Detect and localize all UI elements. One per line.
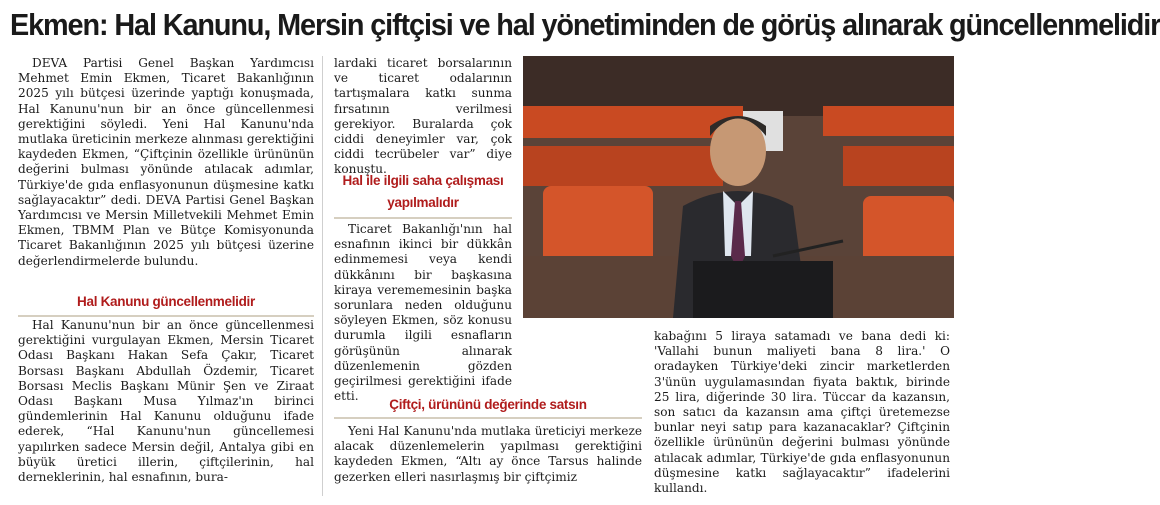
column-2-bottom xyxy=(334,424,642,485)
column-1 xyxy=(18,56,314,269)
body-paragraph-3: Yeni Hal Kanunu'nda mutlaka üreticiyi merkeze alacak düzenlemelerin yapılması gerektiğini kaydeden Ekmen, “Altı ay önce Tarsus halinde gezerken elleri nasırlaşmış bir çiftçimiz xyxy=(334,424,642,484)
body-paragraph: Hal Kanunu'nun bir an önce güncellenmesi gerektiğini vurgulayan Ekmen, Mersin Ticaret Odası Başkanı Hakan Sefa Çakır, Ticaret Borsası Başkanı Abdullah Özdemir, Ticaret Borsası Meclis Başkanı Münir Şen ve Ziraat Odası Başkanı Musa Yılmaz'ın birinci gündemlerinin Hal Kanunu olduğunu ifade ederek, “Hal Kanunu'nun güncellemesi yapılırken sadece Mersin değil, Antalya gibi en büyük üretici illerin, çiftçilerinin, hal derneklerinin, hal esnafının, bura- xyxy=(18,318,314,485)
headline: Ekmen: Hal Kanunu, Mersin çiftçisi ve hal yönetiminden de görüş alınarak güncellenmelidir xyxy=(10,7,1160,42)
portrait-photo xyxy=(523,56,954,318)
body-paragraph-2: Ticaret Bakanlığı'nın hal esnafının ikinci bir dükkân edinmemesi veya kendi dükkânını bir başkasına kiraya verememesinin başka sorunlara neden olduğunu söyleyen Ekmen, söz konusu durumla ilgili esnafların görüşünün alınarak düzenlemenin gözden geçirilmesi gerektiğini ifade etti. xyxy=(334,222,512,404)
intro-paragraph: DEVA Partisi Genel Başkan Yardımcısı Mehmet Emin Ekmen, Ticaret Bakanlığının 2025 yılı bütçesi üzerinde yaptığı konuşmada, Hal Kanunu'nun bir an önce güncellenmesi gerektiğini söyledi. Yeni Hal Kanunu'nda mutlaka üreticinin merkeze alınması gerektiğini kaydeden Ekmen, “Çiftçinin özellikle ürününün değerini bulması yönünde atılacak adımlar, Türkiye'de gıda enflasyonunun düşmesine katkı sağlayacaktır” dedi. DEVA Partisi Genel Başkan Yardımcısı ve Mersin Milletvekili Mehmet Emin Ekmen, TBMM Plan ve Bütçe Komisyonunda Ticaret Bakanlığının 2025 yılı bütçesi üzerine değerlendirmelerde bulundu. xyxy=(18,56,314,268)
column-1-body xyxy=(18,318,314,485)
quote-paragraph: kabağını 5 liraya satamadı ve bana dedi ki: 'Vallahi bunun maliyeti bana 8 lira.' O oradayken Türkiye'deki zincir marketlerden 3'ünün uygulamasından fiyata baktık, birinde 25 lira, diğerinde 30 lira. Tüccar da kazansın, son satıcı da kazansın ama çiftçi üretemezse bunlar neyi satıp para kazanacaklar? Çiftçinin özellikle ürününün değerini bulması yönünde atılacak adımlar, Türkiye'de gıda enflasyonunun düşmesine katkı sağlayacaktır” ifadelerini kullandı. xyxy=(654,329,950,496)
subhead-hal-kanunu: Hal Kanunu güncellenmelidir xyxy=(18,292,314,317)
subhead-saha-calismasi: Hal ile ilgili saha çalışması yapılmalıdır xyxy=(334,170,512,219)
continued-paragraph: lardaki ticaret borsalarının ve ticaret odalarının tartışmalara katkı sunma fırsatının verilmesi gerekiyor. Buralarda çok ciddi deneyimler var, çok ciddi tecrübeler var” diye konuştu. xyxy=(334,56,512,177)
column-divider xyxy=(322,56,323,496)
subhead-ciftci: Çiftçi, ürününü değerinde satsın xyxy=(334,395,642,419)
column-2-top xyxy=(334,56,512,178)
column-2-middle xyxy=(334,222,512,404)
column-3 xyxy=(654,329,950,496)
